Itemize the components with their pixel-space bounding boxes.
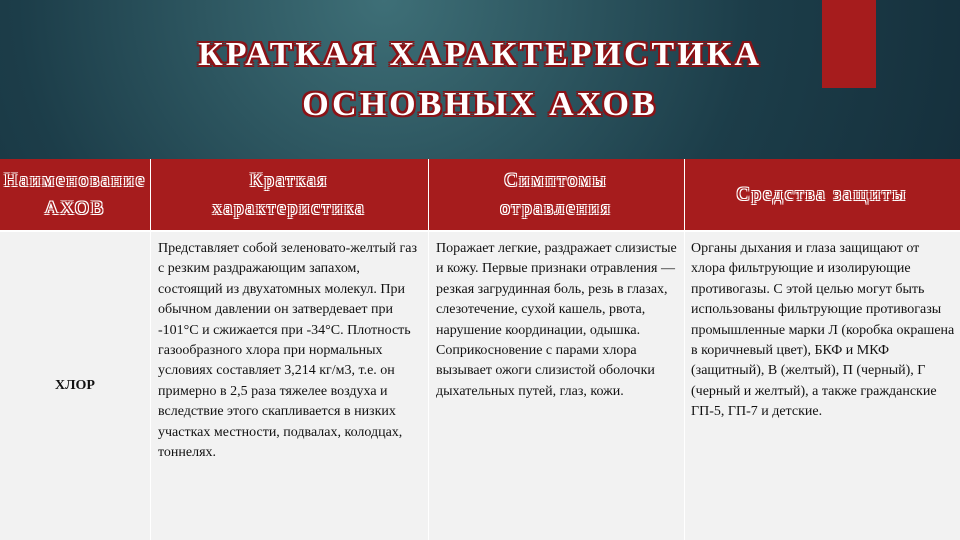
title-line-2: ОСНОВНЫХ АХОВ	[302, 86, 658, 123]
table-header-row	[0, 159, 960, 232]
ahov-table	[0, 159, 960, 540]
cell-symptoms: Поражает легкие, раздражает слизистые и кожу. Первые признаки отравления — резкая загрудинная боль, резь в глазах, слезотечение, сухой кашель, рвота, нарушение координации, одышка. Соприкосновение с парами хлора вызывает ожоги слизистой оболочки дыхательных путей, глаз, кожи.	[436, 241, 677, 399]
header-symptoms: Симптомы отравления	[500, 169, 612, 219]
slide-title	[0, 30, 960, 130]
title-line-1: КРАТКАЯ ХАРАКТЕРИСТИКА	[198, 36, 762, 73]
column-divider	[684, 159, 685, 540]
header-name: Наименование АХОВ	[3, 169, 147, 219]
cell-substance-name: ХЛОР	[55, 378, 95, 393]
column-divider	[150, 159, 151, 540]
header-characteristic: Краткая характеристика	[212, 169, 366, 219]
cell-characteristic: Представляет собой зеленовато-желтый газ с резким раздражающим запахом, состоящий из двухатомных молекул. При обычном давлении он затвердевает при -101°С и сжижается при -34°С. Плотность газообразного хлора при нормальных условиях составляет 3,214 кг/м3, т.е. он примерно в 2,5 раза тяжелее воздуха и вследствие этого скапливается в низких участках местности, подвалах, колодцах, тоннелях.	[158, 241, 417, 461]
header-protection: Средства защиты	[736, 183, 908, 205]
cell-protection: Органы дыхания и глаза защищают от хлора фильтрующие и изолирующие противогазы. С этой целью могут быть использованы фильтрующие противогазы промышленные марки Л (коробка окрашена в коричневый цвет), БКФ и МКФ (защитный), В (желтый), П (черный), Г (черный и желтый), а также гражданские ГП-5, ГП-7 и детские.	[691, 241, 955, 420]
column-divider	[428, 159, 429, 540]
